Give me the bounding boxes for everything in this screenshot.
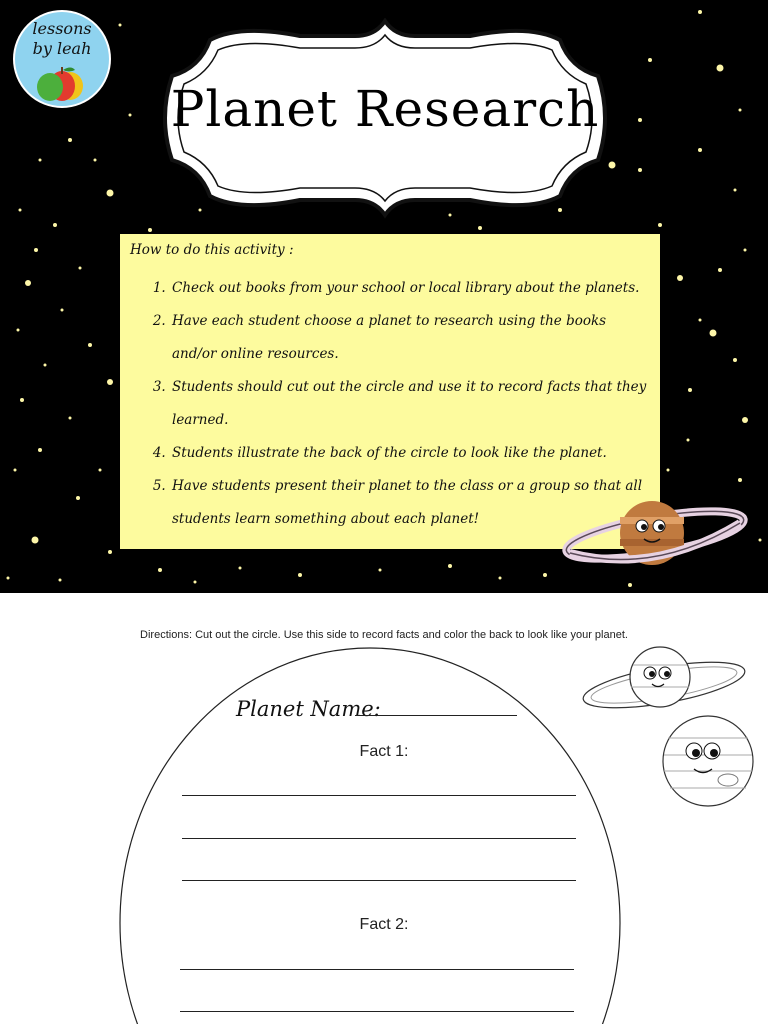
planet-name-label: Planet Name: [236, 697, 381, 721]
fact-2-line-1[interactable] [180, 969, 574, 970]
saturn-icon [560, 495, 750, 575]
logo-line-2: by leah [32, 39, 92, 58]
fact-1-line-1[interactable] [182, 795, 576, 796]
jupiter-outline-icon [663, 716, 753, 806]
fact-1-label: Fact 1: [359, 743, 409, 760]
page-title: Planet Research [170, 80, 600, 138]
fact-1-line-3[interactable] [182, 880, 576, 881]
instruction-step: 5. Have students present their planet to the class or a group so that all students learn something about each planet! [170, 470, 650, 536]
worksheet-directions: Directions: Cut out the circle. Use this side to record facts and color the back to look like your planet. [140, 629, 628, 641]
planet-name-line[interactable] [355, 715, 517, 716]
fact-2-label: Fact 2: [359, 916, 409, 933]
instruction-step: 4. Students illustrate the back of the circle to look like the planet. [170, 437, 650, 470]
instruction-step: 2. Have each student choose a planet to research using the books and/or online resources. [170, 305, 650, 371]
logo-line-1: lessons [32, 19, 92, 38]
fact-1-line-2[interactable] [182, 838, 576, 839]
instruction-step: 1. Check out books from your school or local library about the planets. [170, 272, 650, 305]
saturn-outline-icon [580, 647, 748, 717]
instructions-heading: How to do this activity : [130, 242, 294, 258]
instruction-step: 3. Students should cut out the circle and use it to record facts that they learned. [170, 371, 650, 437]
worksheet-section [0, 593, 768, 1024]
lessons-by-leah-logo [13, 10, 111, 108]
fact-2-line-2[interactable] [180, 1011, 574, 1012]
apples-icon [35, 64, 93, 104]
planet-outline-icons [578, 643, 758, 813]
